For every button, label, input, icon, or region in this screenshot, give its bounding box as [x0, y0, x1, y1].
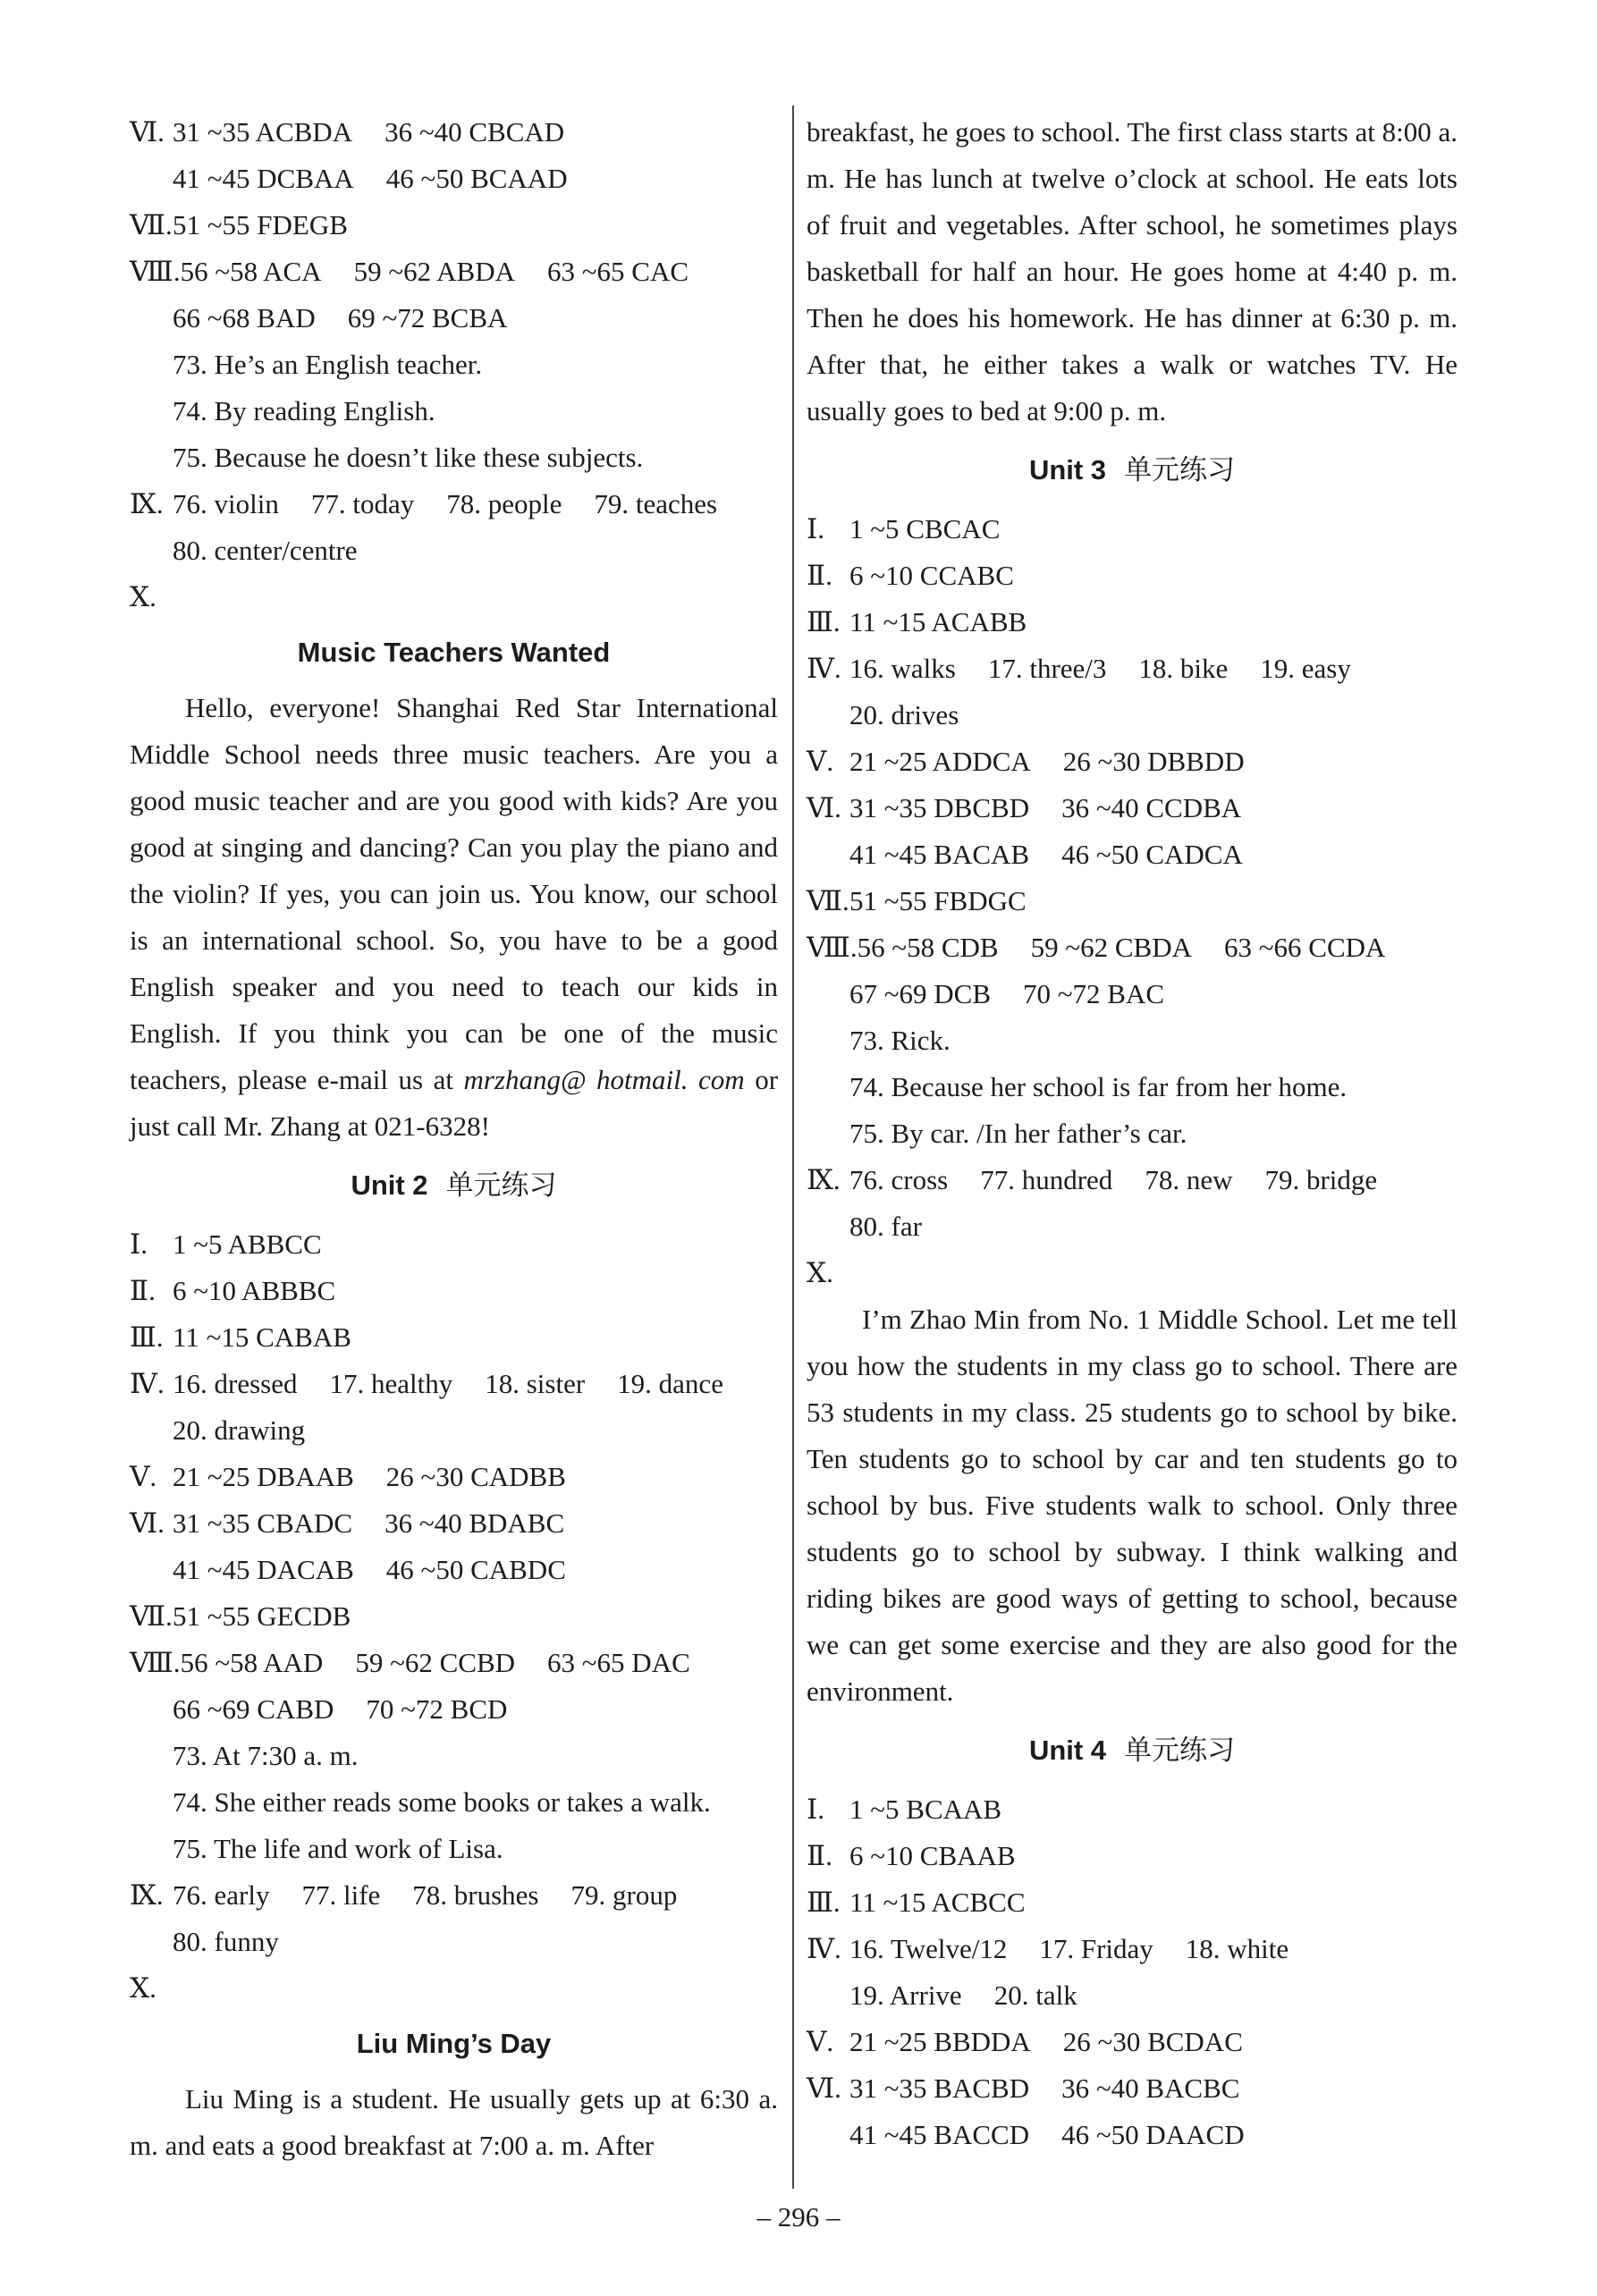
answer-item: 76. cross [849, 1164, 949, 1195]
section-numeral: Ⅷ. [130, 1647, 181, 1678]
essay-text: or just call Mr. Zhang at 021-6328! [130, 1064, 779, 1142]
answer-line [130, 1686, 778, 1733]
answer-line [807, 1017, 1458, 1064]
answer-item: 36 ~40 BDABC [384, 1507, 565, 1539]
answer-item: 31 ~35 ACBDA [173, 116, 353, 148]
section-numeral: Ⅵ. [807, 792, 841, 823]
essay-music-teachers [130, 685, 778, 1150]
answer-item: 77. life [301, 1879, 381, 1911]
answer-line [130, 1965, 778, 2012]
answer-line [807, 785, 1458, 831]
answer-item: 18. white [1185, 1933, 1289, 1964]
unit-subtitle: 单元练习 [1124, 454, 1236, 486]
answer-item: 77. hundred [980, 1164, 1113, 1195]
answer-item: 41 ~45 BACCD [849, 2119, 1030, 2150]
answer-item: 73. He’s an English teacher. [173, 349, 483, 380]
left-column [130, 109, 778, 2169]
answer-block-unit4 [807, 1786, 1458, 2158]
answer-line [807, 1972, 1458, 2019]
answer-item: 31 ~35 DBCBD [849, 792, 1030, 823]
answer-line [130, 1407, 778, 1454]
answer-line [807, 971, 1458, 1017]
answer-line [130, 1593, 778, 1640]
answer-line [130, 1919, 778, 1965]
answer-line [807, 2112, 1458, 2158]
answer-item: 1 ~5 BCAAB [849, 1794, 1002, 1825]
answer-line [807, 1203, 1458, 1250]
answer-item: 80. center/centre [173, 535, 358, 566]
answer-item: 46 ~50 CADCA [1061, 839, 1243, 870]
section-numeral: Ⅰ. [130, 1228, 148, 1260]
answer-item: 56 ~58 AAD [180, 1647, 324, 1678]
answer-line [130, 249, 778, 295]
answer-line [130, 435, 778, 481]
answer-line [130, 202, 778, 249]
section-numeral: Ⅱ. [807, 560, 832, 591]
section-numeral: Ⅲ. [130, 1321, 164, 1353]
answer-line [130, 1779, 778, 1826]
answer-line [130, 342, 778, 388]
section-numeral: Ⅹ. [807, 1257, 833, 1288]
answer-item: 75. Because he doesn’t like these subjects. [173, 442, 644, 473]
answer-item: 80. funny [173, 1926, 279, 1957]
answer-item: 66 ~69 CABD [173, 1693, 334, 1725]
answer-item: 31 ~35 BACBD [849, 2072, 1030, 2104]
answer-item: 74. She either reads some books or takes a walk. [173, 1786, 711, 1818]
essay-liu-ming-part2: breakfast, he goes to school. The first class starts at 8:00 a. m. He has lunch at twelve o’clock at school. He eats lots of fruit and vegetables. After school, he sometimes plays basketball for half an hour. He goes home at 4:40 p. m. Then he does his homework. He has dinner at 6:30 p. m. After that, he either takes a walk or watches TV. He usually goes to bed at 9:00 p. m. [807, 116, 1458, 426]
answer-item: 6 ~10 CCABC [849, 560, 1014, 591]
answer-item: 46 ~50 DAACD [1061, 2119, 1245, 2150]
answer-item: 17. healthy [329, 1368, 453, 1399]
answer-item: 41 ~45 BACAB [849, 839, 1030, 870]
answer-item: 76. early [173, 1879, 270, 1911]
section-numeral: Ⅲ. [807, 606, 841, 637]
answer-item: 20. drawing [173, 1414, 306, 1446]
section-numeral: Ⅱ. [130, 1275, 156, 1306]
essay-liu-ming-part1 [130, 2076, 778, 2169]
answer-item: 19. easy [1260, 653, 1351, 684]
answer-item: 16. dressed [173, 1368, 298, 1399]
answer-item: 69 ~72 BCBA [347, 302, 508, 333]
answer-line [130, 1872, 778, 1919]
section-numeral: Ⅹ. [130, 1972, 156, 2004]
answer-item: 59 ~62 CBDA [1030, 932, 1193, 963]
answer-item: 70 ~72 BCD [366, 1693, 508, 1725]
section-numeral: Ⅴ. [130, 1461, 157, 1492]
answer-line [807, 1064, 1458, 1110]
unit-subtitle: 单元练习 [445, 1169, 557, 1202]
answer-item: 19. dance [617, 1368, 723, 1399]
answer-item: 26 ~30 BCDAC [1062, 2026, 1243, 2057]
answer-line [807, 831, 1458, 878]
answer-item: 56 ~58 ACA [180, 256, 322, 287]
answer-item: 59 ~62 ABDA [353, 256, 516, 287]
answer-item: 79. group [570, 1879, 678, 1911]
answer-line [130, 1268, 778, 1314]
answer-line [130, 1547, 778, 1593]
section-numeral: Ⅶ. [807, 885, 849, 916]
answer-item: 18. sister [485, 1368, 586, 1399]
answer-line [807, 878, 1458, 924]
answer-line [807, 1250, 1458, 1296]
answer-block-unit3 [807, 506, 1458, 1296]
essay-text: Hello, everyone! Shanghai Red Star International Middle School needs three music teachers. Are you a good music teacher and are you good with kids? Are you good at singing and dancing? Can you play the piano and the violin? If yes, you can join us. You know, our school is an international school. So, you have to be a good English speaker and you need to teach our kids in English. If you think you can be one of the music teachers, please e-mail us at [130, 692, 778, 1095]
section-numeral: Ⅳ. [807, 653, 841, 684]
answer-item: 79. teaches [594, 488, 718, 519]
answer-line [130, 1640, 778, 1686]
answer-item: 56 ~58 CDB [857, 932, 999, 963]
answer-item: 36 ~40 CBCAD [384, 116, 565, 148]
unit-label: Unit 3 [1028, 454, 1107, 485]
answer-item: 41 ~45 DCBAA [173, 163, 354, 194]
answer-line [130, 1221, 778, 1268]
answer-item: 78. brushes [412, 1879, 539, 1911]
answer-line [807, 1157, 1458, 1203]
answer-line [130, 388, 778, 435]
section-numeral: Ⅲ. [807, 1887, 841, 1918]
answer-line [807, 599, 1458, 646]
answer-line [807, 506, 1458, 553]
answer-line [807, 2065, 1458, 2112]
answer-item: 17. three/3 [987, 653, 1107, 684]
answer-line [130, 109, 778, 156]
answer-item: 11 ~15 ACBCC [849, 1887, 1026, 1918]
answer-item: 26 ~30 DBBDD [1062, 746, 1245, 777]
section-numeral: Ⅸ. [807, 1164, 841, 1195]
answer-item: 75. The life and work of Lisa. [173, 1833, 503, 1864]
answer-item: 19. Arrive [849, 1979, 962, 2011]
answer-line [130, 574, 778, 620]
answer-item: 20. drives [849, 699, 959, 730]
section-numeral: Ⅵ. [130, 116, 165, 148]
answer-item: 16. Twelve/12 [849, 1933, 1008, 1964]
answer-item: 73. Rick. [849, 1025, 951, 1056]
answer-item: 21 ~25 DBAAB [173, 1461, 354, 1492]
answer-item: 16. walks [849, 653, 956, 684]
answer-item: 11 ~15 ACABB [849, 606, 1027, 637]
answer-item: 59 ~62 CCBD [355, 1647, 516, 1678]
unit-subtitle: 单元练习 [1124, 1735, 1236, 1767]
answer-line [130, 1733, 778, 1779]
answer-line [807, 692, 1458, 739]
answer-item: 51 ~55 FBDGC [849, 885, 1027, 916]
answer-line [807, 1926, 1458, 1972]
answer-line [130, 481, 778, 528]
answer-item: 6 ~10 ABBBC [173, 1275, 336, 1306]
answer-line [807, 1786, 1458, 1833]
answer-line [807, 739, 1458, 785]
unit-heading [807, 1727, 1458, 1774]
answer-item: 70 ~72 BAC [1023, 978, 1165, 1009]
answer-line [130, 1454, 778, 1500]
answer-line [130, 1314, 778, 1361]
answer-item: 73. At 7:30 a. m. [173, 1740, 359, 1771]
answer-line [807, 553, 1458, 599]
answer-item: 6 ~10 CBAAB [849, 1840, 1016, 1871]
answer-line [130, 156, 778, 202]
answer-item: 41 ~45 DACAB [173, 1554, 354, 1585]
unit-heading [807, 447, 1458, 494]
answer-item: 18. bike [1138, 653, 1229, 684]
essay-zhao-min [807, 1296, 1458, 1715]
section-numeral: Ⅹ. [130, 581, 156, 612]
section-numeral: Ⅰ. [807, 1794, 824, 1825]
answer-item: 74. By reading English. [173, 395, 435, 426]
answer-item: 75. By car. /In her father’s car. [849, 1118, 1187, 1149]
section-numeral: Ⅳ. [807, 1933, 841, 1964]
section-numeral: Ⅱ. [807, 1840, 832, 1871]
answer-item: 51 ~55 GECDB [173, 1600, 351, 1632]
answer-item: 77. today [310, 488, 415, 519]
section-numeral: Ⅶ. [130, 1600, 173, 1632]
answer-item: 46 ~50 BCAAD [385, 163, 568, 194]
essay-text: I’m Zhao Min from No. 1 Middle School. Let me tell you how the students in my class go to school. There are 53 students in my class. 25 students go to school by bike. Ten students go to school by car and ten students go to school by bus. Five students walk to school. Only three students go to school by subway. I think walking and riding bikes are good ways of getting to school, because we can get some exercise and they are also good for the environment. [807, 1304, 1458, 1707]
answer-block-unit1 [130, 109, 778, 620]
answer-line [130, 528, 778, 574]
answer-line [130, 1361, 778, 1407]
answer-item: 63 ~65 DAC [547, 1647, 690, 1678]
answer-item: 26 ~30 CADBB [385, 1461, 566, 1492]
answer-item: 1 ~5 CBCAC [849, 513, 1001, 544]
column-divider [792, 106, 794, 2189]
answer-line [807, 1110, 1458, 1157]
answer-line [130, 1826, 778, 1872]
answer-item: 78. people [446, 488, 562, 519]
unit-label: Unit 4 [1028, 1735, 1107, 1766]
answer-block-unit2 [130, 1221, 778, 2012]
answer-line [130, 1500, 778, 1547]
answer-item: 76. violin [173, 488, 279, 519]
answer-line [807, 1833, 1458, 1879]
answer-item: 79. bridge [1264, 1164, 1378, 1195]
answer-line [807, 1879, 1458, 1926]
right-column [807, 109, 1458, 2158]
section-numeral: Ⅵ. [130, 1507, 165, 1539]
answer-line [807, 646, 1458, 692]
answer-line [807, 2019, 1458, 2065]
answer-item: 74. Because her school is far from her home. [849, 1071, 1348, 1102]
section-numeral: Ⅷ. [130, 256, 181, 287]
answer-item: 63 ~66 CCDA [1224, 932, 1386, 963]
answer-item: 36 ~40 CCDBA [1061, 792, 1242, 823]
essay-title-liu-ming: Liu Ming’s Day [356, 2028, 552, 2059]
section-numeral: Ⅷ. [807, 932, 858, 963]
section-numeral: Ⅵ. [807, 2072, 841, 2104]
answer-item: 51 ~55 FDEGB [173, 209, 348, 241]
page-number: – 296 – [756, 2201, 841, 2233]
answer-item: 31 ~35 CBADC [173, 1507, 353, 1539]
answer-item: 46 ~50 CABDC [385, 1554, 566, 1585]
answer-item: 17. Friday [1039, 1933, 1153, 1964]
answer-item: 21 ~25 BBDDA [849, 2026, 1031, 2057]
answer-item: 11 ~15 CABAB [173, 1321, 351, 1353]
section-numeral: Ⅸ. [130, 1879, 164, 1911]
unit-heading [130, 1162, 778, 1209]
answer-item: 80. far [849, 1211, 922, 1242]
answer-item: 66 ~68 BAD [173, 302, 316, 333]
section-numeral: Ⅰ. [807, 513, 824, 544]
essay-title-music-teachers: Music Teachers Wanted [297, 637, 611, 668]
answer-item: 67 ~69 DCB [849, 978, 992, 1009]
unit-label: Unit 2 [351, 1169, 428, 1201]
email-address: mrzhang@ hotmail. com [463, 1064, 745, 1095]
section-numeral: Ⅶ. [130, 209, 173, 241]
answer-item: 21 ~25 ADDCA [849, 746, 1031, 777]
answer-item: 78. new [1145, 1164, 1233, 1195]
answer-line [807, 924, 1458, 971]
answer-item: 63 ~65 CAC [547, 256, 689, 287]
answer-item: 20. talk [993, 1979, 1077, 2011]
section-numeral: Ⅴ. [807, 746, 834, 777]
section-numeral: Ⅳ. [130, 1368, 165, 1399]
section-numeral: Ⅴ. [807, 2026, 834, 2057]
answer-line [130, 295, 778, 342]
essay-text: Liu Ming is a student. He usually gets up at 6:30 a. m. and eats a good breakfast at 7:00 a. m. After [130, 2083, 778, 2161]
answer-item: 36 ~40 BACBC [1061, 2072, 1240, 2104]
answer-item: 1 ~5 ABBCC [173, 1228, 322, 1260]
section-numeral: Ⅸ. [130, 488, 164, 519]
